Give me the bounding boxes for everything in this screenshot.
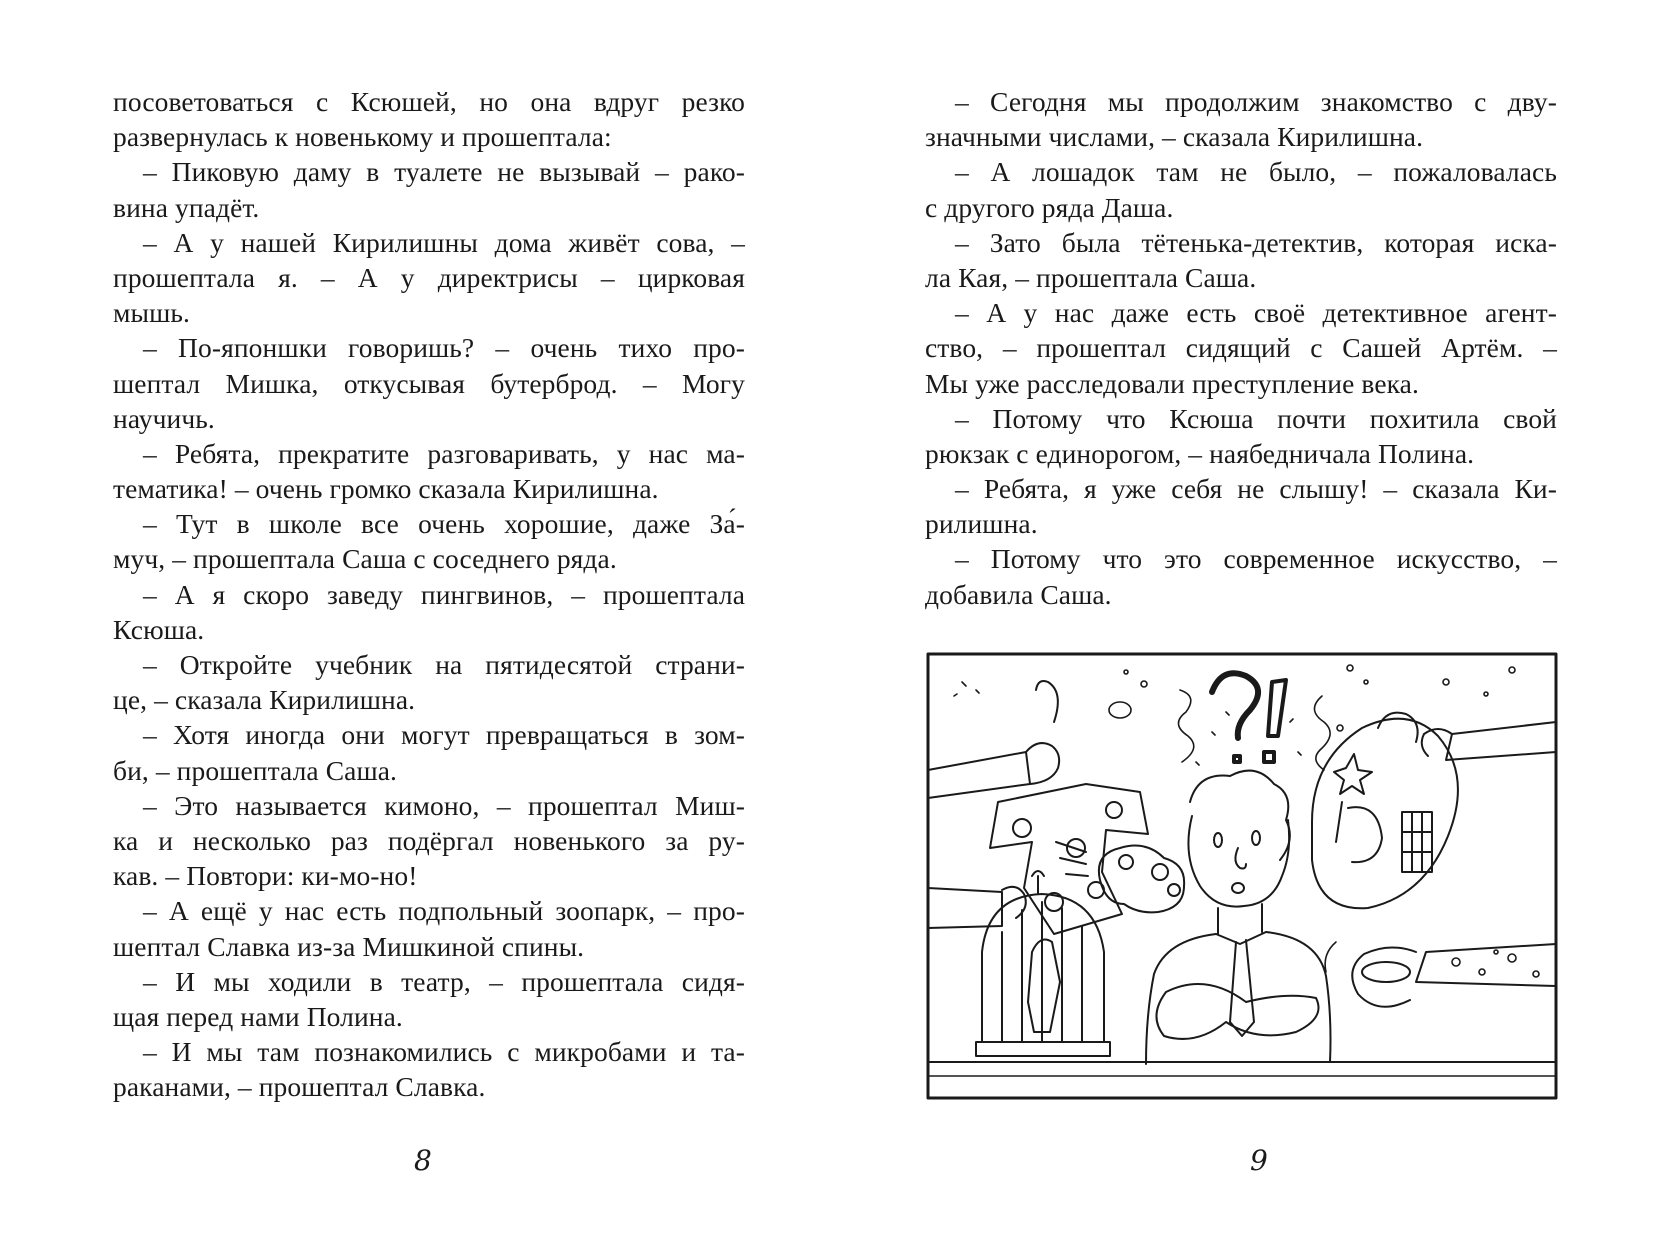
- bottle-icon: [1402, 812, 1432, 872]
- text-line: Ксюша.: [113, 613, 205, 645]
- right-page-number: 9: [1250, 1144, 1268, 1177]
- penguin-icon: [1028, 940, 1060, 1032]
- boy-hair: [1190, 771, 1290, 860]
- text-line: значными числами, – сказала Кирилишна.: [925, 121, 1424, 153]
- text-line: вина упадёт.: [113, 191, 260, 223]
- boy-figure: [1146, 771, 1331, 1064]
- right-arm-bottom: [1416, 944, 1556, 986]
- cage-icon: [976, 871, 1110, 1056]
- text-line: добавила Саша.: [925, 578, 1112, 610]
- question-mark-icon: [1212, 673, 1258, 762]
- right-arm-top: [1446, 722, 1556, 760]
- star-icon: [1334, 754, 1372, 794]
- text-line: щая перед нами Полина.: [113, 1000, 403, 1032]
- text-line: – Тут в школе все очень хорошие, даже За́-: [143, 508, 745, 540]
- illustration-drawing: [926, 652, 1558, 1100]
- text-line: би, – прошептала Саша.: [113, 754, 398, 786]
- text-line: – Хотя иногда они могут превращаться в зом-: [143, 719, 745, 751]
- left-hand-top: [1026, 743, 1059, 784]
- text-line: – Сегодня мы продолжим знакомство с дву-: [955, 86, 1557, 117]
- text-line: ла Кая, – прошептала Саша.: [925, 261, 1257, 293]
- text-line: – А у нас даже есть своё детективное агент-: [955, 297, 1557, 329]
- text-line: – Это называется кимоно, – прошептал Миш-: [143, 789, 745, 821]
- text-line: – А у нашей Кирилишны дома живёт сова, –: [143, 226, 745, 258]
- text-line: ка и несколько раз подёргал новенького за ру-: [113, 824, 745, 856]
- boy-tie: [1230, 940, 1254, 1036]
- text-line: кав. – Повтори: ки-мо-но!: [113, 860, 418, 892]
- text-line: – Ребята, прекратите разговаривать, у нас ма-: [143, 437, 745, 469]
- text-line: – А ещё у нас есть подпольный зоопарк, – про-: [143, 895, 745, 927]
- kimono-icon: [990, 784, 1148, 934]
- text-line: шептал Мишка, откусывая бутерброд. – Могу: [113, 367, 745, 399]
- text-line: раканами, – прошептал Славка.: [113, 1071, 486, 1103]
- text-line: – Потому что Ксюша почти похитила свой: [955, 402, 1557, 434]
- right-page: [827, 0, 1654, 1241]
- boy-left-shoulder: [1146, 934, 1216, 1064]
- text-line: – По-японшки говоришь? – очень тихо про-: [143, 332, 745, 364]
- text-line: рилишна.: [925, 508, 1038, 540]
- text-line: рюкзак с единорогом, – наябедничала Полина.: [925, 437, 1475, 469]
- text-line: – Зато была тётенька-детектив, которая иска-: [955, 226, 1557, 258]
- boy-collar: [1216, 932, 1266, 944]
- illustration: [926, 652, 1558, 1100]
- text-line: – Ребята, я уже себя не слышу! – сказала Ки-: [955, 473, 1557, 505]
- text-line: – А лошадок там не было, – пожаловалась: [955, 156, 1557, 188]
- text-line: прошептала я. – А у директрисы – цирковая: [113, 261, 745, 293]
- unicorn-icon: [1336, 802, 1382, 862]
- left-page-text: [113, 84, 745, 1104]
- text-line: – Потому что это современное искусство, –: [955, 543, 1557, 575]
- right-page-text: [925, 84, 1557, 612]
- text-line: – И мы там познакомились с микробами и та-: [143, 1036, 745, 1068]
- text-line: мышь.: [113, 297, 190, 329]
- left-arm-top: [928, 752, 1030, 798]
- held-object-icon: [1362, 962, 1410, 982]
- left-page-number: 8: [414, 1144, 432, 1177]
- hanger-hook: [1036, 681, 1058, 722]
- text-line: – Откройте учебник на пятидесятой страни-: [143, 649, 745, 680]
- backpack-icon: [1312, 713, 1458, 909]
- text-line: – И мы ходили в театр, – прошептала сидя-: [143, 965, 745, 997]
- text-line: научичь.: [113, 402, 215, 434]
- exclamation-mark-icon: [1264, 680, 1286, 762]
- text-line: с другого ряда Даша.: [925, 191, 1174, 223]
- text-line: – А я скоро заведу пингвинов, – прошептала: [143, 578, 745, 610]
- sleeve-pattern: [1452, 950, 1539, 977]
- text-line: развернулась к новенькому и прошептала:: [113, 121, 612, 153]
- text-line: шептал Славка из-за Мишкиной спины.: [113, 930, 585, 962]
- text-line: посоветоваться с Ксюшей, но она вдруг резко: [113, 86, 745, 117]
- text-line: – Пиковую даму в туалете не вызывай – рако-: [143, 156, 745, 188]
- text-line: тематика! – очень громко сказала Кирилишна.: [113, 473, 659, 505]
- text-line: муч, – прошептала Саша с соседнего ряда.: [113, 543, 617, 575]
- text-line: Мы уже расследовали преступление века.: [925, 367, 1419, 399]
- text-line: це, – сказала Кирилишна.: [113, 684, 416, 716]
- text-line: ство, – прошептал сидящий с Сашей Артём. –: [925, 332, 1557, 364]
